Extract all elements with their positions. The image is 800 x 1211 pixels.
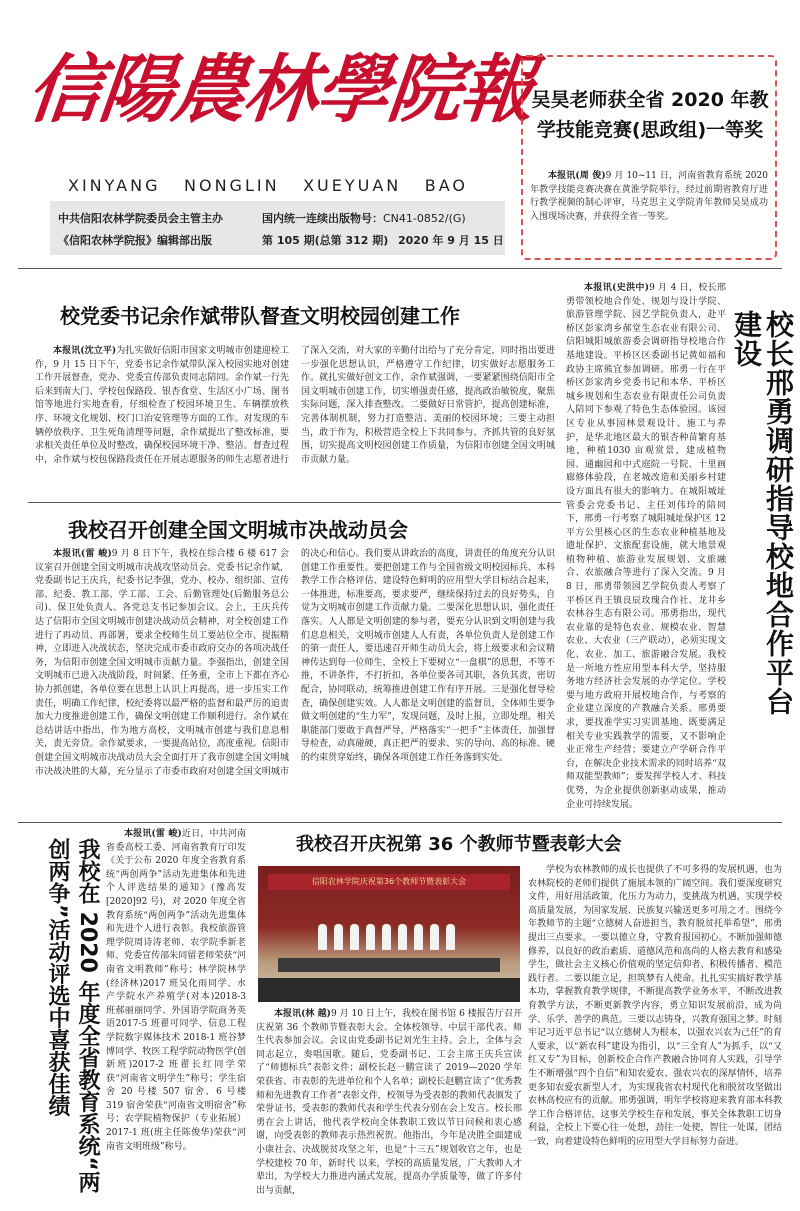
article4-byline: 本报讯(雷 峻) xyxy=(124,829,182,839)
photo-person xyxy=(446,924,455,950)
article1-body xyxy=(35,345,555,495)
article1-headline: 校党委书记余作斌带队督查文明校园创建工作 xyxy=(60,304,460,328)
pinyin-word: NONGLIN xyxy=(184,176,280,195)
issue-number: 第 105 期(总第 312 期) xyxy=(262,234,389,247)
divider xyxy=(28,502,561,503)
issn-label-text: 国内统一连续出版物号： xyxy=(262,212,383,225)
article5-body-right xyxy=(528,864,782,1206)
article5-text: 9 月 10 日上午，我校在图书馆 6 楼报告厅召开庆祝第 36 个教师节暨表彰大会。全体校领导、中层干部代表、师生代表参加会议。会议由党委副书记刘光生主持。会上，全体与会同志起立，奏唱国歌。随后，党委副书记、工会主席王庆兵宣读了“师德标兵”表彰文件；副校长赵一鹏宣读了 2019—2020 学年荣获省、市表彰的先进单位和个人名单；副校长赵鹏宣读了“优秀教师和先进教育工作者”表彰文件，校领导为受表彰的教师代表颁发了荣誉证书，受表彰的教师代表和学生代表分别在会上发言。校长邢勇在会上讲话，他代表学校向全体教职工致以节日问候和衷心感谢，向受表彰的教师表示热烈祝贺。他指出，今年是决胜全面建成小康社会、决战脱贫攻坚之年，也是“十三五”规划收官之年，也是学校建校 70 年，新时代 以来，学校的高质量发展，广大教师人才辈出，为学校大力推进内涵式发展，提高办学质量等，做了许多付出与贡献， xyxy=(256,1009,522,1196)
article5-text-continued: 学校为农林教师的成长也提供了不可多得的发展机遇，也为农林院校的老师们提供了施展本领的广阔空间。我们要深度研究文件，用好用活政策，化压力为动力，变挑战为机遇，实现学校高质量发展，为国家发展、民族复兴输送更多可用之才。围绕今年教师节的主题“立德树人奋进担当，教育脱贫托举希望”，邢勇提出三点要求。一要以德立身，守教育报国初心。不断加强师德修养，以良好的政治素质、道德风范和高尚的人格去教育和感染学生，做社会主义核心价值观的坚定信仰者、积极传播者、模范践行者。二要以能立足，担筑梦有人使命。扎扎实实搞好教学基本功，掌握教育教学规律，不断提高教学业务水平，不断改进教育教学方法，不断更新教学内容，勇立知识发展前沿，成为尚学、乐学、善学的典范。三要以志铸身，兴教育强国之梦。时刻牢记习近平总书记“以立德树人为根本，以强农兴农为己任”的育人要求，以“新农科”建设为指引，以“三全育人”为抓手，以“又红又专”为目标，创新校企合作产教融合协同育人实践，引导学生不断增强“四个自信”和知农爱农、强农兴农的深厚情怀，培养更多知农爱农新型人才，为实现我省农村现代化和脱贫攻坚做出农林高校应有的贡献。邢勇强调，明年学校将迎来教育部本科教学工作合格评估，这事关学校生存和发展，事关全体教职工切身利益，全校上下要心往一处想，劲往一处使，智往一处谋，团结一致，向着建设特色鲜明的应用型大学目标努力奋进。 xyxy=(528,865,782,1147)
article4-headline: 我校在 2020 年度全省教育系统“两创两争”活动评选中喜获佳绩 xyxy=(45,838,100,1194)
callout-byline: 本报讯(周 俊) xyxy=(548,171,606,181)
masthead-logo: 信陽農林學院報 xyxy=(23,47,537,133)
pinyin-word: XINYANG xyxy=(68,176,161,195)
article3-byline: 本报讯(史洪中) xyxy=(584,283,650,293)
article1-byline: 本报讯(沈立平) xyxy=(53,346,117,356)
article1-text: 为扎实做好信阳市国家文明城市创建迎检工作，9 月 15 日下午，党委书记余作斌带队深入校园实地对创建工作开展督查，党办、党委宣传部负责同志陪同。余作斌一行先后来到南大门、学校包保路段、银杏食堂、生活区小广场、图书馆等地进行实地查看，仔细检查了校园环境卫生、车辆摆放秩序、环境文化规划、校门口治安管理等方面的工作。对发现的车辆停放秩序、卫生死角清理等问题，余作斌提出了整改标准，要求相关责任单位及时整改，确保校园环境干净、整洁。督查过程中，余作斌与校包保路段责任在开展志愿服务的师生志愿者进行了深入交流，对大家的辛勤付出给与了充分肯定，同时指出要进一步强化思想认识，严格遵守工作纪律，切实做好志愿服务工作。就扎实做好创文工作，余作斌强调，一要紧紧围绕信阳市全国文明城市创建工作，切实增强责任感，提高政治敏锐度，聚焦实际问题，深入排查整改。二要做好日常管护，提高创建标准，完善体制机制，努力打造整洁、美丽的校园环境；三要主动担当，敢于作为，积极营造全校上下共同参与、齐抓共管的良好氛围，切实提高文明校园创建工作质量，为信阳市创建全国文明城市贡献力量。 xyxy=(35,346,555,465)
photo-person xyxy=(350,924,359,950)
article2-byline: 本报讯(雷 峻) xyxy=(53,549,112,559)
article4-text: 近日，中共河南省委高校工委、河南省教育厅印发《关于公布 2020 年度全省教育系统“两创两争”活动先进集体和先进个人评选结果的通知》(豫高发[2020]92 号)，对 2020 年度全省教育系统“两创两争”活动先进集体和先进个人进行表彰。我校旅游管理学院周诗涛老师、农学院季新老师、党委宣传部朱同留老师荣获“河南省文明教师”称号；林学院林学(经济林)2017 班吴化雨同学、水产学院水产养殖学(对本)2018-3 班郝丽丽同学、外国语学院商务英语2017-5 班翟可同学、信息工程学院数字媒体技术 2018-1 班谷梦博同学、牧医工程学院动物医学(创新班)2017-2 班翟长红同学荣获“河南省文明学生”称号；学生宿舍 20 号楼 507 宿舍、6 号楼 319 宿舍荣获“河南省文明宿舍”称号；农学院植物保护（专业拓展）2017-1 班(班主任陈俊华)荣获“河南省文明班级”称号。 xyxy=(106,829,246,1152)
article3-headline: 校长邢勇调研指导校地合作平台建设 xyxy=(730,310,795,716)
photo-table xyxy=(278,958,500,972)
editor: 《信阳农林学院报》编辑部出版 xyxy=(58,234,212,247)
article2-text: 9 月 8 日下午，我校在综合楼 6 楼 617 会议室召开创建全国文明城市决战攻坚动员会。党委书记余作斌，党委副书记王庆兵，纪委书记李强，党办、校办、组织部、宣传部、纪委、教工部、学工部、工会、后勤管理处(后勤服务总公司)、保卫处负责人、各党总支书记参加会议。会上，王庆兵传达了信阳市全国文明城市创建决战动员会精神，对全校创建工作进行了再动员、再部署，要求全校师生员工要站位全市、提振精神，立即进入决战状态，坚决完成市委市政府交办的各项决战任务，为信阳市创建全国文明城市贡献力量。李强指出，创建全国文明城市已进入决战阶段，时间紧、任务重，全市上下都在齐心协力抓创建，各单位要在思想上认识上再提高，进一步压实工作责任，明确工作纪律，校纪委将以最严格的监督和最严厉的追责加大力度推进创建工作，确保文明创建工作顺利进行。余作斌在总结讲话中指出，作为地方高校，文明城市创建与我们息息相关，责无旁贷。余作斌要求，一要提高站位，高度重视。信阳市创建全国文明城市决战动员大会全面打开了我市创建全国文明城市决战决胜的大幕，充分显示了市委市政府对创建全国文明城市的决心和信心。我们要从讲政治的高度，讲责任的角度充分认识创建工作重要性。要把创建工作与全国省级文明校园标兵、本科教学工作合格评估、建设特色鲜明的应用型大学目标结合起来，一体推进，标准要高，要求要严，继续保持过去的良好势头，自觉为文明城市创建工作贡献力量。二要深化思想认识，强化责任落实。人人都是文明创建的参与者，要充分认识到文明创建与我们息息相关，文明城市创建人人有责，各单位负责人是创建工作的第一责任人，要迅速召开师生动员大会，将上级要求和会议精神传达到每一位师生，全校上下要树立“一盘棋”的思想，不等不推，不讲条件，不打折扣，各单位要各司其职，各负其责，密切配合，协同联动，统筹推进创建工作有序开展。三是强化督导检查，确保创建实效。人人都是文明创建的监督员，全体师生要争做文明创建的“生力军”，发现问题，及时上报，立即处理。相关职能部门要敢于真督严导，严格落实“一把手”主体责任，加强督导检查，动真碰硬，真正把严的要求、实的导向、高的标准、硬的约束贯穿始终，确保各项创建工作任务落到实处。 xyxy=(35,549,555,777)
callout-text: 9 月 10~11 日，河南省教育系统 2020 年教学技能竞赛决赛在黄淮学院举行，经过前期省教育厅进行教学视频的制心评审，马克思主义学院青年教师吴昊成功入围现场决赛，并获得全省一等奖。 xyxy=(530,171,768,222)
callout-body xyxy=(530,170,768,224)
article2-body xyxy=(35,548,555,820)
article5-byline: 本报讯(林 越) xyxy=(274,1009,331,1019)
article5-body-left xyxy=(256,1008,522,1206)
photo-banner: 信阳农林学院庆祝第36个教师节暨表彰大会 xyxy=(268,874,510,890)
issn-number: CN41-0852/(G) xyxy=(383,212,466,225)
photo-person xyxy=(334,924,343,950)
issn-label xyxy=(262,210,466,226)
article3-body xyxy=(566,282,726,810)
article3-text: 9 月 4 日，校长邢勇带领校地合作处、规划与设计学院、旅游管理学院、园艺学院负责人，赴平桥区彭家湾乡郝堂生态农业有限公司、信阳城阳城旅游委会调研指导校地合作基地建设。平桥区区委副书记黄如福和政协主席熊宜参加调研。邢勇一行在平桥区彭家湾乡党委书记和本华、平桥区城乡规划和生态农业有限责任公司负责人陪同下参观了特色生态体验园。该园区专业从事园林景观设计、施工与养护，是华北地区最大的银杏种苗繁育基地，种植1030 亩观赏景，建成植物园、通幽园和中式庭院一号院、十里画廊修体验段，在老城改造和美丽乡村建设方面具有很大的影响力。在城阳城址管委会党委书记、主任刘伟玲的陪同下，邢勇一行考察了城阳城址保护区 12 平方公里核心区的生态农业种植基地及遗址保护、文旅配套设施，就大地景观植物种植、旅游业发展规划、文旅融合、农旅融合等进行了深入交流。9 月 8 日，邢勇带领园艺学院负责人考察了平桥区肖王镇良辰玫瑰合作社、龙井乡农林谷生态有限公司。邢勇指出，现代农业靠的是特色农业、规模农业、智慧农业、大农业（三产联动），必须实现文化、农业、加工、旅游融合发展。我校是一所地方性应用型本科大学，坚持服务地方经济社会发展的办学定位。学校要与地方政府开展校地合作，与考察的企业建立深度的产教融合关系。邢勇要求，要找准学实习实训基地、既要满足相关专业实践教学的需要，又不影响企业正常生产经营；要建立产学研合作平台，在解决企业技术需求的同时培养“双师双能型教师”；要发挥学校人才、科技优势，为企业提供创新驱动成果，推动企业可持续发展。 xyxy=(566,283,726,810)
photo-person xyxy=(366,924,375,950)
callout-headline: 吴昊老师获全省 2020 年教学技能竞赛(思政组)一等奖 xyxy=(531,89,769,141)
issue-date: 2020 年 9 月 15 日 xyxy=(398,234,504,247)
photo-person xyxy=(318,924,327,950)
photo-audience xyxy=(258,978,520,1002)
photo-person xyxy=(430,924,439,950)
masthead-info xyxy=(50,201,505,255)
article5-headline: 我校召开庆祝第 36 个教师节暨表彰大会 xyxy=(296,834,622,855)
photo-person xyxy=(398,924,407,950)
article4-body xyxy=(106,828,246,1208)
pinyin-word: BAO xyxy=(424,176,468,195)
sponsor: 中共信阳农林学院委员会主管主办 xyxy=(58,212,223,225)
masthead-pinyin xyxy=(68,176,468,195)
divider xyxy=(18,822,782,823)
ceremony-photo xyxy=(258,866,520,1002)
pinyin-word: XUEYUAN xyxy=(303,176,402,195)
photo-person xyxy=(382,924,391,950)
photo-person xyxy=(414,924,423,950)
article2-headline: 我校召开创建全国文明城市决战动员会 xyxy=(68,518,408,542)
divider xyxy=(18,268,782,269)
